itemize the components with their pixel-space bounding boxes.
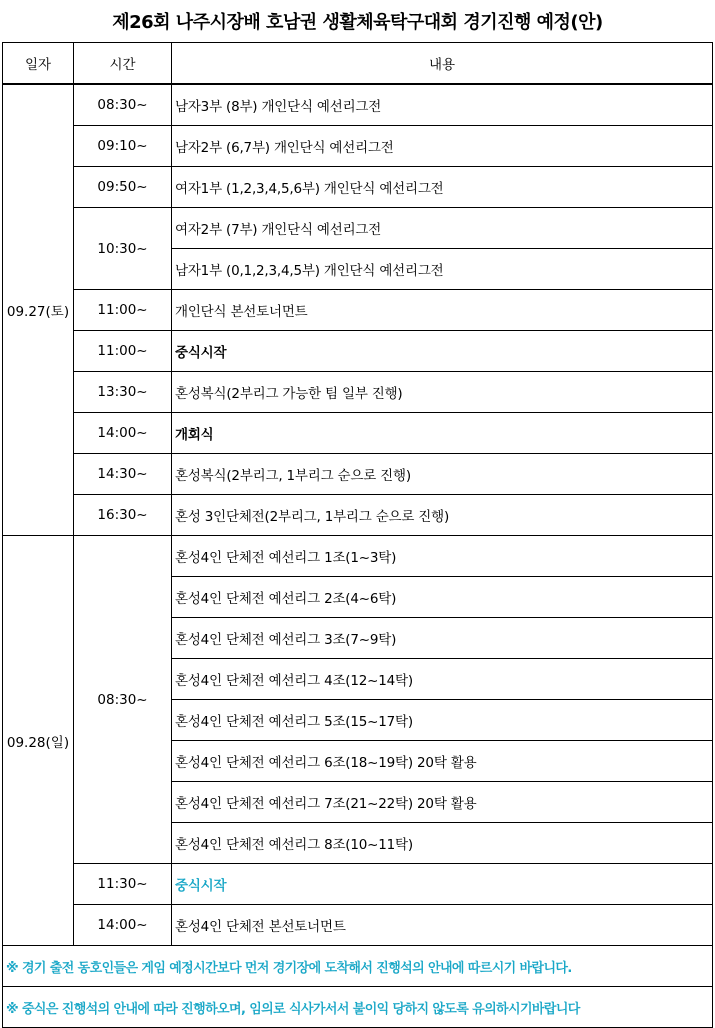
table-row xyxy=(3,454,713,495)
table-row xyxy=(3,372,713,413)
lunch-cell: 중식시작 xyxy=(172,864,713,905)
date-cell-day1: 09.27(토) xyxy=(3,84,74,536)
event-cell: 혼성4인 단체전 예선리그 2조(4~6탁) xyxy=(172,577,713,618)
time-cell: 16:30~ xyxy=(74,495,172,536)
event-cell: 혼성4인 단체전 예선리그 3조(7~9탁) xyxy=(172,618,713,659)
event-cell: 남자2부 (6,7부) 개인단식 예선리그전 xyxy=(172,126,713,167)
schedule-table xyxy=(2,42,713,1028)
time-cell: 11:00~ xyxy=(74,331,172,372)
time-cell: 08:30~ xyxy=(74,536,172,864)
time-cell: 09:10~ xyxy=(74,126,172,167)
header-date: 일자 xyxy=(3,43,74,85)
time-cell: 14:30~ xyxy=(74,454,172,495)
time-cell: 11:00~ xyxy=(74,290,172,331)
event-cell: 혼성복식(2부리그 가능한 팀 일부 진행) xyxy=(172,372,713,413)
table-row xyxy=(3,290,713,331)
table-row xyxy=(3,536,713,577)
table-row xyxy=(3,84,713,126)
event-cell: 혼성 3인단체전(2부리그, 1부리그 순으로 진행) xyxy=(172,495,713,536)
header-row xyxy=(3,43,713,85)
time-cell: 14:00~ xyxy=(74,413,172,454)
time-cell: 09:50~ xyxy=(74,167,172,208)
notice-row xyxy=(3,946,713,987)
date-cell-day2: 09.28(일) xyxy=(3,536,74,946)
time-cell: 08:30~ xyxy=(74,84,172,126)
notice-lunch: ※ 중식은 진행석의 안내에 따라 진행하오며, 임의로 식사가서서 불이익 당하지 않도록 유의하시기바랍니다 xyxy=(3,987,713,1028)
time-cell: 14:00~ xyxy=(74,905,172,946)
event-cell: 혼성4인 단체전 예선리그 4조(12~14탁) xyxy=(172,659,713,700)
table-row xyxy=(3,413,713,454)
table-row xyxy=(3,126,713,167)
page-title: 제26회 나주시장배 호남권 생활체육탁구대회 경기진행 예정(안) xyxy=(112,12,603,33)
time-cell: 11:30~ xyxy=(74,864,172,905)
header-content: 내용 xyxy=(172,43,713,85)
table-row xyxy=(3,864,713,905)
opening-ceremony-cell: 개회식 xyxy=(172,413,713,454)
table-row xyxy=(3,905,713,946)
event-cell: 남자3부 (8부) 개인단식 예선리그전 xyxy=(172,84,713,126)
notice-row xyxy=(3,987,713,1028)
event-cell: 여자1부 (1,2,3,4,5,6부) 개인단식 예선리그전 xyxy=(172,167,713,208)
event-cell: 혼성4인 단체전 예선리그 8조(10~11탁) xyxy=(172,823,713,864)
event-cell: 혼성4인 단체전 예선리그 1조(1~3탁) xyxy=(172,536,713,577)
table-row xyxy=(3,331,713,372)
header-time: 시간 xyxy=(74,43,172,85)
event-cell: 남자1부 (0,1,2,3,4,5부) 개인단식 예선리그전 xyxy=(172,249,713,290)
event-cell: 혼성4인 단체전 본선토너먼트 xyxy=(172,905,713,946)
table-row xyxy=(3,495,713,536)
table-row xyxy=(3,208,713,249)
event-cell: 혼성4인 단체전 예선리그 6조(18~19탁) 20탁 활용 xyxy=(172,741,713,782)
event-cell: 여자2부 (7부) 개인단식 예선리그전 xyxy=(172,208,713,249)
event-cell: 혼성복식(2부리그, 1부리그 순으로 진행) xyxy=(172,454,713,495)
table-row xyxy=(3,167,713,208)
event-cell: 혼성4인 단체전 예선리그 7조(21~22탁) 20탁 활용 xyxy=(172,782,713,823)
event-cell: 혼성4인 단체전 예선리그 5조(15~17탁) xyxy=(172,700,713,741)
notice-arrival: ※ 경기 출전 동호인들은 게임 예정시간보다 먼저 경기장에 도착해서 진행석의 안내에 따르시기 바랍니다. xyxy=(3,946,713,987)
event-cell: 개인단식 본선토너먼트 xyxy=(172,290,713,331)
time-cell: 13:30~ xyxy=(74,372,172,413)
time-cell: 10:30~ xyxy=(74,208,172,290)
lunch-cell: 중식시작 xyxy=(172,331,713,372)
